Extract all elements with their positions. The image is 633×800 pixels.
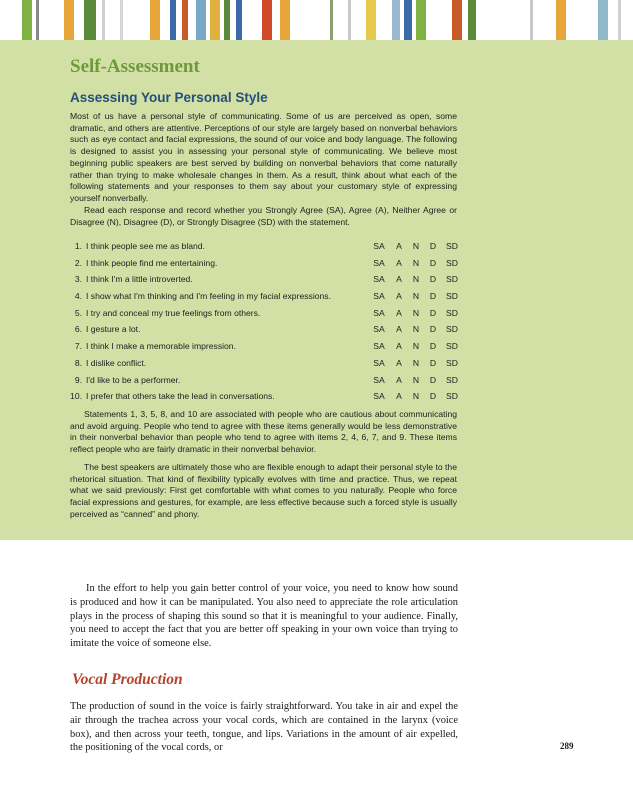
box-subtitle: Assessing Your Personal Style (70, 90, 268, 105)
header-stripe (392, 0, 400, 40)
scale-option-n[interactable]: N (412, 241, 420, 251)
statement-row (70, 272, 460, 289)
body-paragraph-1: In the effort to help you gain better control of your voice, you need to know how sound is produced and how it can be manipulated. You also need to appreciate the role articulation plays in the process of shaping this sound so that it is meaningful to your audience. Finally, you need to accept the fact that you are better off speaking in your own voice than trying to imitate the voice of someone else. (70, 583, 458, 650)
statement-row (70, 389, 460, 406)
scale-option-sa[interactable]: SA (373, 357, 385, 368)
header-stripe (236, 0, 242, 40)
statement-number: 5. (74, 307, 82, 318)
statement-list (70, 239, 460, 406)
statement-row (70, 256, 460, 273)
statement-text: I think I'm a little introverted. (86, 274, 193, 285)
scale-option-n[interactable]: N (412, 257, 420, 268)
statement-text: I think I make a memorable impression. (86, 341, 236, 352)
scale-option-n[interactable]: N (412, 291, 420, 302)
scale-option-d[interactable]: D (429, 307, 437, 318)
scale-option-sa[interactable]: SA (373, 274, 385, 285)
header-stripe (210, 0, 220, 40)
statement-row (70, 356, 460, 373)
intro-paragraph: Most of us have a personal style of communicating. Some of us are perceived as open, some dramatic, and others are attentive. Perceptions of our style are largely based on nonverbal behaviors such as eye contact and facial expressions, the sound of our voice and body language. The following is designed to assist you in assessing your personal style of communicating. We believe most beginning public speakers are best served by building on nonverbal behaviors that come naturally rather than trying to make wholesale changes in them. As a result, think about what each of the following statements and your responses to them say about your customary style of expressing yourself nonverbally. (70, 111, 457, 203)
box-title: Self-Assessment (70, 56, 200, 77)
scale-option-sd[interactable]: SD (446, 374, 458, 385)
header-stripe (84, 0, 96, 40)
statement-number: 8. (74, 357, 82, 368)
statement-row (70, 373, 460, 390)
scale-option-a[interactable]: A (396, 307, 402, 318)
scale-option-a[interactable]: A (396, 291, 402, 302)
scale-option-n[interactable]: N (412, 341, 420, 352)
header-stripe (150, 0, 160, 40)
header-stripe (404, 0, 412, 40)
scale-option-a[interactable]: A (396, 274, 402, 285)
header-stripe (556, 0, 566, 40)
scale-option-a[interactable]: A (396, 391, 402, 402)
header-stripe (22, 0, 32, 40)
header-stripe (618, 0, 621, 40)
scale-option-sa[interactable]: SA (373, 341, 385, 352)
header-stripe (102, 0, 105, 40)
scale-option-a[interactable]: A (396, 324, 402, 335)
scale-option-n[interactable]: N (412, 274, 420, 285)
scale-option-n[interactable]: N (412, 324, 420, 335)
scale-option-n[interactable]: N (412, 374, 420, 385)
scale-option-a[interactable]: A (396, 257, 402, 268)
scale-option-n[interactable]: N (412, 391, 420, 402)
statement-text: I gesture a lot. (86, 324, 141, 335)
scale-option-d[interactable]: D (429, 374, 437, 385)
header-stripe (36, 0, 39, 40)
scale-option-sd[interactable]: SD (446, 291, 458, 302)
section-heading: Vocal Production (72, 671, 183, 688)
header-stripe (366, 0, 376, 40)
scale-option-a[interactable]: A (396, 241, 402, 251)
scale-option-d[interactable]: D (429, 391, 437, 402)
scale-option-sd[interactable]: SD (446, 257, 458, 268)
statement-number: 6. (74, 324, 82, 335)
scale-option-sa[interactable]: SA (373, 241, 385, 251)
interpretation-paragraph: Statements 1, 3, 5, 8, and 10 are associated with people who are cautious about communicating and avoid arguing. People who tend to agree with these items generally would be less demonstrative in their nonverbal behavior than people who tend to agree with items 2, 4, 6, 7, and 9. These items reflect people who are fairly dramatic in their nonverbal behavior. (70, 409, 457, 455)
statement-text: I try and conceal my true feelings from others. (86, 307, 261, 318)
scale-option-d[interactable]: D (429, 341, 437, 352)
header-stripe (120, 0, 123, 40)
scale-option-a[interactable]: A (396, 374, 402, 385)
statement-text: I think people find me entertaining. (86, 257, 218, 268)
header-stripe (348, 0, 351, 40)
instruction-paragraph: Read each response and record whether you Strongly Agree (SA), Agree (A), Neither Agree or Disagree (N), Disagree (D), or Strongly Disagree (SD) with the statement. (70, 205, 457, 227)
header-stripe (530, 0, 533, 40)
page-number: 289 (560, 741, 574, 751)
header-stripe (196, 0, 206, 40)
scale-option-sa[interactable]: SA (373, 391, 385, 402)
statement-text: I dislike conflict. (86, 357, 147, 368)
scale-option-sa[interactable]: SA (373, 324, 385, 335)
scale-option-d[interactable]: D (429, 291, 437, 302)
statement-number: 10. (70, 391, 82, 402)
scale-option-sd[interactable]: SD (446, 357, 458, 368)
scale-option-a[interactable]: A (396, 341, 402, 352)
statement-text: I think people see me as bland. (86, 241, 205, 251)
header-stripe (182, 0, 188, 40)
body-paragraph-2: The production of sound in the voice is fairly straightforward. You take in air and expel the air through the trachea across your vocal cords, which are contained in the larynx (voice box), and then across your teeth, tongue, and lips. Variations in the amount of air expelled, the positioning of the vocal cords, or (70, 701, 458, 754)
statement-number: 7. (74, 341, 82, 352)
header-stripe (468, 0, 476, 40)
scale-option-sd[interactable]: SD (446, 241, 458, 251)
statement-row (70, 339, 460, 356)
statement-number: 3. (74, 274, 82, 285)
scale-option-sd[interactable]: SD (446, 307, 458, 318)
scale-option-sa[interactable]: SA (373, 291, 385, 302)
scale-option-sa[interactable]: SA (373, 374, 385, 385)
scale-option-a[interactable]: A (396, 357, 402, 368)
statement-text: I prefer that others take the lead in conversations. (86, 391, 275, 402)
scale-option-d[interactable]: D (429, 274, 437, 285)
scale-option-d[interactable]: D (429, 257, 437, 268)
scale-option-sa[interactable]: SA (373, 307, 385, 318)
header-stripe (224, 0, 230, 40)
statement-number: 1. (74, 241, 82, 251)
statement-row (70, 289, 460, 306)
statement-number: 4. (74, 291, 82, 302)
statement-text: I show what I'm thinking and I'm feeling in my facial expressions. (86, 291, 331, 302)
scale-option-n[interactable]: N (412, 357, 420, 368)
statement-text: I'd like to be a performer. (86, 374, 181, 385)
scale-option-sd[interactable]: SD (446, 274, 458, 285)
header-stripe (452, 0, 462, 40)
header-stripe (64, 0, 74, 40)
header-stripe (330, 0, 333, 40)
scale-option-d[interactable]: D (429, 241, 437, 251)
header-stripe-band (0, 0, 633, 40)
scale-option-sd[interactable]: SD (446, 341, 458, 352)
statement-row (70, 239, 460, 256)
header-stripe (262, 0, 272, 40)
scale-option-d[interactable]: D (429, 357, 437, 368)
header-stripe (598, 0, 608, 40)
header-stripe (416, 0, 426, 40)
scale-option-d[interactable]: D (429, 324, 437, 335)
scale-option-n[interactable]: N (412, 307, 420, 318)
statement-row (70, 322, 460, 339)
statement-number: 9. (74, 374, 82, 385)
header-stripe (280, 0, 290, 40)
scale-option-sd[interactable]: SD (446, 391, 458, 402)
statement-row (70, 306, 460, 323)
header-stripe (170, 0, 176, 40)
scale-option-sa[interactable]: SA (373, 257, 385, 268)
statement-number: 2. (74, 257, 82, 268)
advice-paragraph: The best speakers are ultimately those who are flexible enough to adapt their personal style to the rhetorical situation. That kind of flexibility typically evolves with time and practice. Thus, we repeat what we said previously: First get comfortable with what comes to you naturally. People who force facial expressions and gestures, for example, are less effective because such a forced style is usually perceived as “canned” and phony. (70, 462, 457, 519)
scale-option-sd[interactable]: SD (446, 324, 458, 335)
